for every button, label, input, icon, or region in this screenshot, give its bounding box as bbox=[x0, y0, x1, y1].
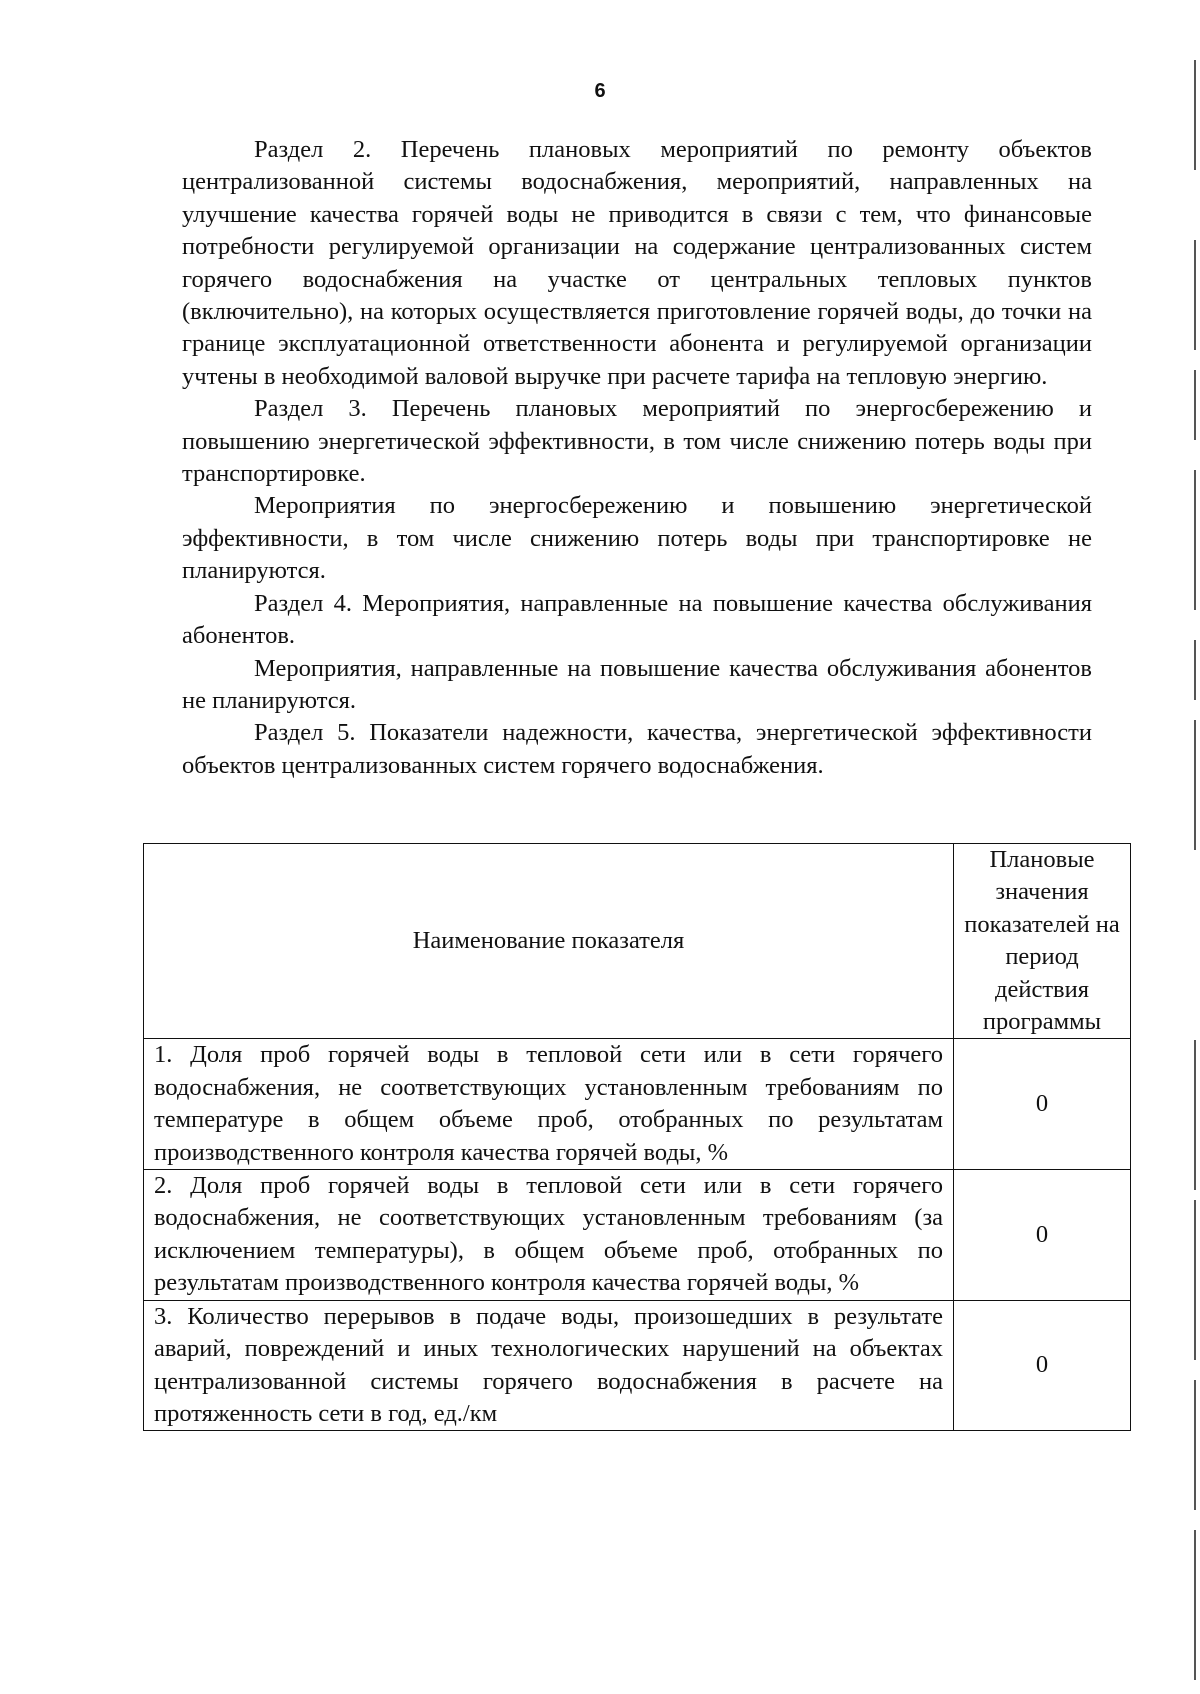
paragraph-section-3-heading: Раздел 3. Перечень плановых мероприятий по энергосбережению и повышению энергетической эффективности, в том числе снижению потерь воды при транспортировке. bbox=[182, 395, 1092, 488]
scan-edge-mark bbox=[1194, 1040, 1196, 1190]
indicator-name-cell: 2. Доля проб горячей воды в тепловой сети или в сети горячего водоснабжения, не соответствующих установленным требованиям (за исключением температуры), в общем объеме проб, отобранных по результатам производственного контроля качества горячей воды, % bbox=[144, 1170, 954, 1301]
page-number: 6 bbox=[594, 80, 606, 102]
scan-edge-mark bbox=[1194, 60, 1196, 170]
table-row bbox=[144, 1039, 1131, 1170]
scan-edge-mark bbox=[1194, 1200, 1196, 1360]
scan-edge-mark bbox=[1194, 240, 1196, 350]
indicator-name-cell: 3. Количество перерывов в подаче воды, произошедших в результате аварий, повреждений и иных технологических нарушений на объектах централизованной системы горячего водоснабжения в расчете на протяженность сети в год, ед./км bbox=[144, 1300, 954, 1431]
scan-edge-mark bbox=[1194, 1530, 1196, 1680]
paragraph-section-3-text: Мероприятия по энергосбережению и повышению энергетической эффективности, в том числе снижению потерь воды при транспортировке не планируются. bbox=[182, 492, 1092, 585]
indicator-name-cell: 1. Доля проб горячей воды в тепловой сети или в сети горячего водоснабжения, не соответствующих установленным требованиям по температуре в общем объеме проб, отобранных по результатам производственного контроля качества горячей воды, % bbox=[144, 1039, 954, 1170]
scan-edge-mark bbox=[1194, 720, 1196, 850]
table-row bbox=[144, 1300, 1131, 1431]
document-body bbox=[182, 134, 1092, 782]
scan-edge-mark bbox=[1194, 1380, 1196, 1510]
paragraph-section-4-text: Мероприятия, направленные на повышение качества обслуживания абонентов не планируются. bbox=[182, 654, 1092, 714]
table-header-row bbox=[144, 844, 1131, 1039]
indicator-value-cell: 0 bbox=[954, 1039, 1131, 1170]
header-indicator-name: Наименование показателя bbox=[144, 844, 954, 1039]
paragraph-section-2: Раздел 2. Перечень плановых мероприятий по ремонту объектов централизованной системы водоснабжения, мероприятий, направленных на улучшение качества горячей воды не приводится в связи с тем, что финансовые потребности регулируемой организации на содержание централизованных систем горячего водоснабжения на участке от центральных тепловых пунктов (включительно), на которых осуществляется приготовление горячей воды, до точки на границе эксплуатационной ответственности абонента и регулируемой организации учтены в необходимой валовой выручке при расчете тарифа на тепловую энергию. bbox=[182, 136, 1092, 390]
indicators-table bbox=[143, 843, 1131, 1431]
scan-edge-mark bbox=[1194, 370, 1196, 440]
scan-edge-mark bbox=[1194, 470, 1196, 610]
indicator-value-cell: 0 bbox=[954, 1300, 1131, 1431]
header-planned-values: Плановые значения показателей на период действия программы bbox=[954, 844, 1131, 1039]
paragraph-section-5-heading: Раздел 5. Показатели надежности, качества, энергетической эффективности объектов централизованных систем горячего водоснабжения. bbox=[182, 719, 1092, 779]
indicator-value-cell: 0 bbox=[954, 1170, 1131, 1301]
paragraph-section-4-heading: Раздел 4. Мероприятия, направленные на повышение качества обслуживания абонентов. bbox=[182, 589, 1092, 650]
scan-edge-mark bbox=[1194, 640, 1196, 700]
table-row bbox=[144, 1170, 1131, 1301]
